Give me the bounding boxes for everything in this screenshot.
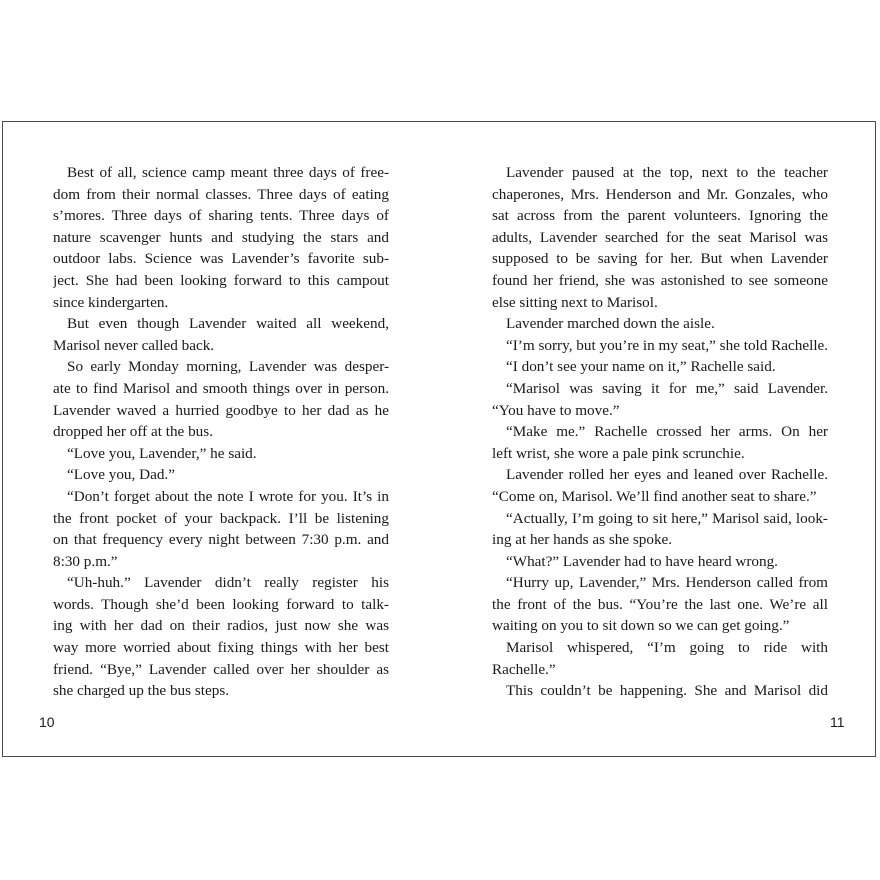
text-line: the front of the bus. “You’re the last one. We’re all — [492, 595, 828, 613]
text-line: Lavender rolled her eyes and leaned over Rachelle. — [506, 466, 828, 484]
text-line: But even though Lavender waited all weekend, — [67, 315, 389, 333]
text-line: “Hurry up, Lavender,” Mrs. Henderson called from — [506, 574, 828, 592]
text-line: “Come on, Marisol. We’ll find another seat to share.” — [492, 487, 817, 505]
text-line: friend. “Bye,” Lavender called over her shoulder as — [53, 660, 389, 678]
text-line: on that frequency every night between 7:30 p.m. and — [53, 531, 389, 549]
text-line: “Don’t forget about the note I wrote for you. It’s in — [67, 487, 389, 505]
text-line: nature scavenger hunts and studying the stars and — [53, 228, 389, 246]
text-line: s’mores. Three days of sharing tents. Three days of — [53, 207, 389, 225]
text-line: the front pocket of your backpack. I’ll be listening — [53, 509, 389, 527]
text-line: ject. She had been looking forward to this campout — [53, 271, 389, 289]
text-line: Best of all, science camp meant three days of free- — [67, 164, 389, 181]
text-line: Lavender marched down the aisle. — [506, 315, 715, 333]
text-line: “I don’t see your name on it,” Rachelle said. — [506, 358, 776, 376]
right-page-text — [492, 162, 828, 702]
text-line: found her friend, she was astonished to see someone — [492, 271, 828, 289]
text-line: dropped her off at the bus. — [53, 423, 213, 441]
text-line: sat across from the parent volunteers. Ignoring the — [492, 207, 828, 225]
text-line: adults, Lavender searched for the seat Marisol was — [492, 228, 828, 246]
text-line: 8:30 p.m.” — [53, 552, 118, 570]
text-line: “Marisol was saving it for me,” said Lavender. — [506, 379, 828, 397]
text-line: ing with her dad on their radios, just now she was — [53, 617, 389, 635]
text-line: “Love you, Lavender,” he said. — [67, 444, 257, 462]
text-line: outdoor labs. Science was Lavender’s favorite sub- — [53, 250, 389, 268]
text-line: since kindergarten. — [53, 293, 169, 311]
right-page-number: 11 — [830, 714, 845, 730]
text-line: So early Monday morning, Lavender was desper- — [67, 358, 389, 376]
text-line: ing at her hands as she spoke. — [492, 531, 673, 549]
text-line: else sitting next to Marisol. — [492, 293, 658, 311]
book-spread — [2, 121, 876, 757]
text-line: left wrist, she wore a pale pink scrunchie. — [492, 444, 745, 462]
text-line: Lavender waved a hurried goodbye to her dad as he — [53, 401, 389, 419]
text-line: Rachelle.” — [492, 660, 556, 678]
text-line: “Love you, Dad.” — [67, 466, 175, 484]
text-line: ate to find Marisol and smooth things over in person. — [53, 379, 389, 397]
text-line: Marisol whispered, “I’m going to ride with — [506, 639, 828, 657]
text-line: “Actually, I’m going to sit here,” Marisol said, look- — [506, 509, 828, 527]
text-line: supposed to be saving for her. But when Lavender — [492, 250, 828, 268]
text-line: Lavender paused at the top, next to the teacher — [506, 164, 828, 181]
text-line: Marisol never called back. — [53, 336, 215, 354]
text-line: dom from their normal classes. Three days of eating — [53, 185, 389, 203]
text-line: “You have to move.” — [492, 401, 620, 419]
text-line: she charged up the bus steps. — [53, 682, 230, 700]
left-page-number: 10 — [39, 714, 55, 730]
text-line: chaperones, Mrs. Henderson and Mr. Gonzales, who — [492, 185, 828, 203]
text-line: “What?” Lavender had to have heard wrong. — [506, 552, 778, 570]
text-line: waiting on you to sit down so we can get going.” — [492, 617, 790, 635]
text-line: “Make me.” Rachelle crossed her arms. On her — [506, 423, 828, 441]
left-page-text — [53, 162, 389, 702]
text-line: “Uh-huh.” Lavender didn’t really register his — [67, 574, 389, 592]
text-line: This couldn’t be happening. She and Marisol did — [506, 682, 828, 700]
text-line: “I’m sorry, but you’re in my seat,” she told Rachelle. — [506, 336, 828, 354]
text-line: words. Though she’d been looking forward to talk- — [53, 595, 389, 613]
text-line: way more worried about fixing things with her best — [53, 639, 389, 657]
